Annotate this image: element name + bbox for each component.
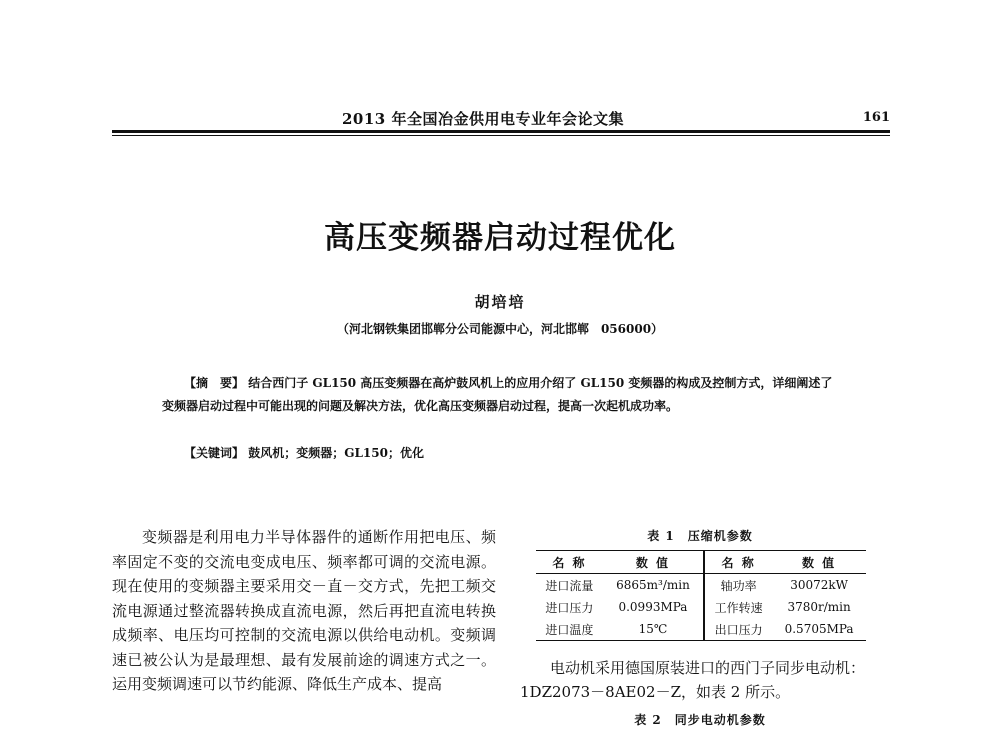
body-paragraph: 电动机采用德国原装进口的西门子同步电动机：1DZ2073－8AE02－Z，如表 2 所示。 [520, 659, 866, 701]
header-rule-thick [112, 130, 890, 133]
table-cell: 进口温度 [536, 618, 603, 641]
table-header-cell: 名 称 [536, 551, 603, 574]
abstract-text: 结合西门子 GL150 高压变频器在高炉鼓风机上的应用介绍了 GL150 变频器的构成及控制方式，详细阐述了变频器启动过程中可能出现的问题及解决方法，优化高压变频器启动过程，提高一次起机成功率。 [162, 376, 833, 413]
table-cell: 6865m³/min [616, 578, 690, 592]
body-column-right [520, 656, 892, 704]
abstract [162, 372, 842, 418]
table-cell: 轴功率 [704, 574, 772, 597]
paper-title: 高压变频器启动过程优化 [324, 220, 676, 256]
table-header-cell: 名 称 [704, 551, 772, 574]
page-number: 161 [862, 110, 890, 125]
table-row [536, 574, 866, 597]
table-row [536, 596, 866, 618]
table1-caption: 表 1 压缩机参数 [647, 529, 753, 543]
table-cell: 15℃ [603, 618, 704, 641]
table-header-cell: 数 值 [772, 551, 866, 574]
table-cell: 30072kW [790, 578, 848, 592]
running-header [112, 108, 890, 130]
keywords [184, 444, 424, 461]
table-cell: 3780r/min [787, 600, 851, 614]
table-cell: 出口压力 [704, 618, 772, 641]
table-cell: 0.5705MPa [772, 618, 866, 641]
table-header-cell: 数 值 [603, 551, 704, 574]
keywords-text: 鼓风机；变频器；GL150；优化 [248, 446, 424, 460]
table-cell: 进口压力 [545, 600, 594, 615]
table-cell: 进口流量 [545, 578, 594, 593]
abstract-label: 【摘 要】 [184, 376, 245, 390]
author-affiliation: （河北钢铁集团邯郸分公司能源中心，河北邯郸 056000） [336, 322, 664, 336]
keywords-label: 【关键词】 [184, 446, 245, 460]
body-paragraph: 变频器是利用电力半导体器件的通断作用把电压、频率固定不变的交流电变成电压、频率都可调的交流电源。现在使用的变频器主要采用交－直－交方式，先把工频交流电源通过整流器转换成直流电源，然后再把直流电转换成频率、电压均可控制的交流电源以供给电动机。变频调速已被公认为是最理想、最有发展前途的调速方式之一。运用变频调速可以节约能源、降低生产成本、提高 [112, 528, 496, 693]
author-name: 胡培培 [474, 293, 526, 311]
table-cell: 工作转速 [704, 596, 772, 618]
compressor-parameters-table [536, 550, 866, 641]
header-rule-thin [112, 135, 890, 136]
body-column-left [112, 525, 496, 697]
table-header-row [536, 551, 866, 574]
table2-caption: 表 2 同步电动机参数 [634, 713, 766, 727]
table-cell: 0.0993MPa [618, 600, 688, 614]
table-row [536, 618, 866, 641]
journal-title: 2013 年全国冶金供用电专业年会论文集 [342, 110, 624, 128]
